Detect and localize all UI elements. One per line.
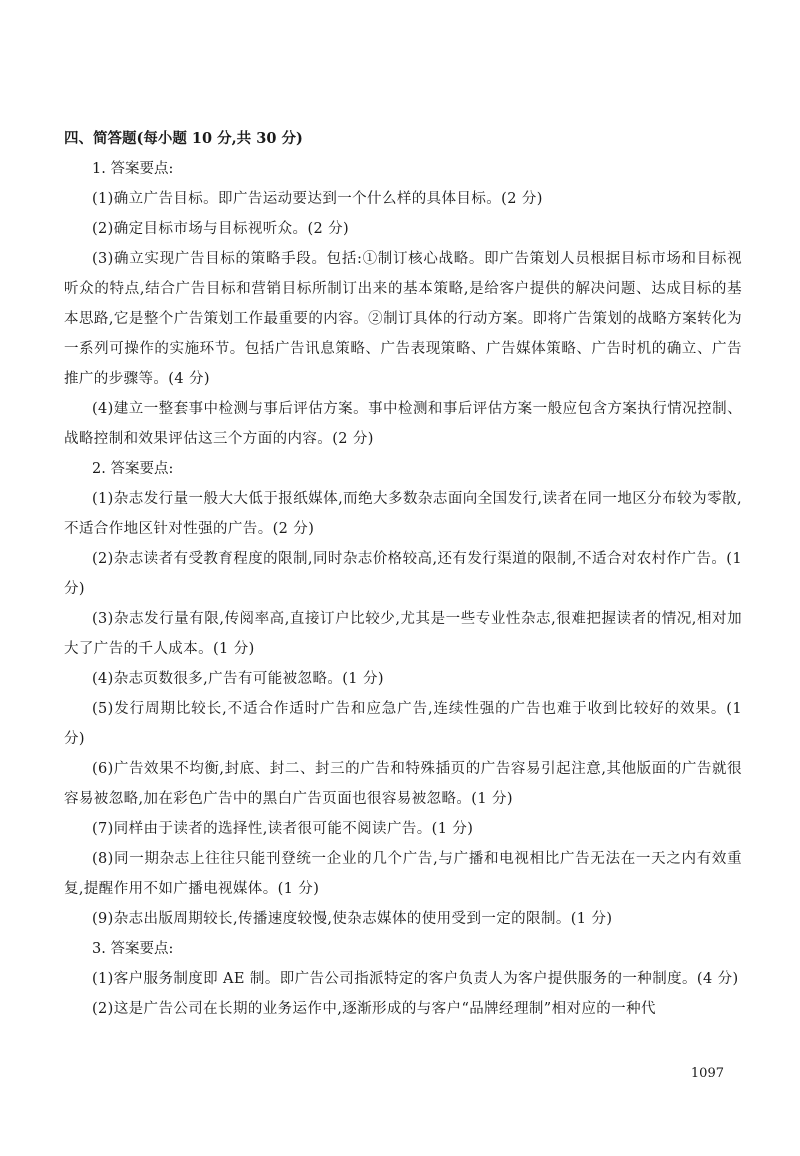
q1-item-1: (1)确立广告目标。即广告运动要达到一个什么样的具体目标。(2 分): [92, 191, 543, 207]
q2-item-3: (3)杂志发行量有限,传阅率高,直接订户比较少,尤其是一些专业性杂志,很难把握读者的情况,相对加大了广告的千人成本。(1 分): [64, 611, 742, 657]
q1-item-4: (4)建立一整套事中检测与事后评估方案。事中检测和事后评估方案一般应包含方案执行情况控制、战略控制和效果评估这三个方面的内容。(2 分): [64, 401, 742, 447]
q1-item-3: (3)确立实现广告目标的策略手段。包括:①制订核心战略。即广告策划人员根据目标市场和目标视听众的特点,结合广告目标和营销目标所制订出来的基本策略,是给客户提供的解决问题、达成目标的基本思路,它是整个广告策划工作最重要的内容。②制订具体的行动方案。即将广告策划的战略方案转化为一系列可操作的实施环节。包括广告讯息策略、广告表现策略、广告媒体策略、广告时机的确立、广告推广的步骤等。(4 分): [64, 251, 742, 387]
q2-item-6: (6)广告效果不均衡,封底、封二、封三的广告和特殊插页的广告容易引起注意,其他版面的广告就很容易被忽略,加在彩色广告中的黑白广告页面也很容易被忽略。(1 分): [64, 761, 742, 807]
q1-item-2: (2)确定目标市场与目标视听众。(2 分): [92, 221, 350, 237]
q2-item-8: (8)同一期杂志上往往只能刊登统一企业的几个广告,与广播和电视相比广告无法在一天之内有效重复,提醒作用不如广播电视媒体。(1 分): [64, 851, 742, 897]
q2-item-9: (9)杂志出版周期较长,传播速度较慢,使杂志媒体的使用受到一定的限制。(1 分): [92, 911, 613, 927]
answer-section: [64, 124, 742, 1024]
q3-item-1: (1)客户服务制度即 AE 制。即广告公司指派特定的客户负责人为客户提供服务的一种制度。(4 分): [92, 971, 739, 987]
q2-heading: 2. 答案要点:: [92, 461, 174, 477]
q2-item-7: (7)同样由于读者的选择性,读者很可能不阅读广告。(1 分): [92, 821, 474, 837]
q1-heading: 1. 答案要点:: [92, 161, 174, 177]
page-number: 1097: [690, 1066, 724, 1081]
q2-item-1: (1)杂志发行量一般大大低于报纸媒体,而绝大多数杂志面向全国发行,读者在同一地区分布较为零散,不适合作地区针对性强的广告。(2 分): [64, 491, 742, 537]
section-title: 四、简答题(每小题 10 分,共 30 分): [64, 130, 303, 147]
q2-item-2: (2)杂志读者有受教育程度的限制,同时杂志价格较高,还有发行渠道的限制,不适合对农村作广告。(1 分): [64, 551, 742, 597]
q3-heading: 3. 答案要点:: [92, 941, 174, 957]
q3-item-2: (2)这是广告公司在长期的业务运作中,逐渐形成的与客户“品牌经理制”相对应的一种代: [92, 1001, 656, 1017]
q2-item-4: (4)杂志页数很多,广告有可能被忽略。(1 分): [92, 671, 384, 687]
q2-item-5: (5)发行周期比较长,不适合作适时广告和应急广告,连续性强的广告也难于收到比较好的效果。(1 分): [64, 701, 742, 747]
